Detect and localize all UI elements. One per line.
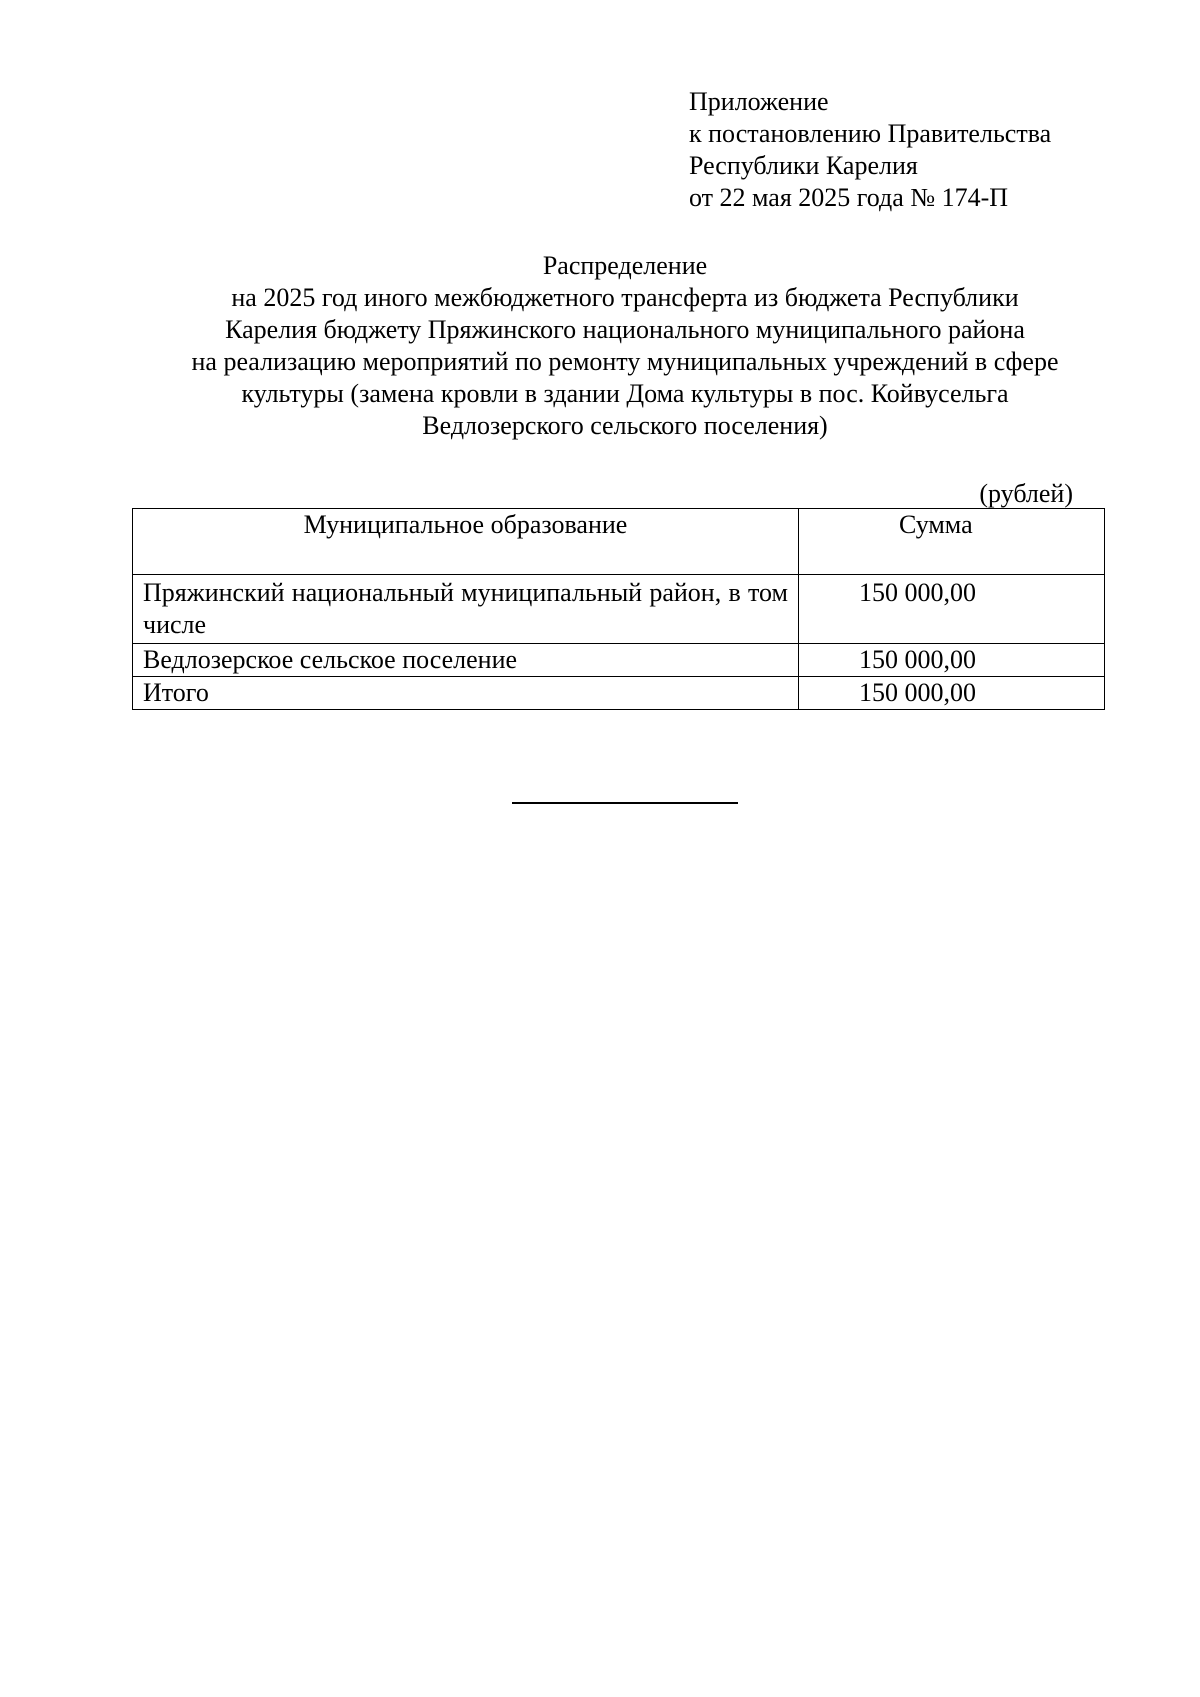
title-heading: Распределение: [542, 251, 708, 280]
title-line: на 2025 год иного межбюджетного трансферта из бюджета Республики: [231, 283, 1019, 312]
title-line: Ведлозерского сельского поселения): [422, 411, 828, 440]
table-row: [133, 677, 1105, 710]
row-total-sum: 150 000,00: [799, 677, 1105, 710]
header-municipality: Муниципальное образование: [133, 509, 799, 575]
table-row: [133, 644, 1105, 677]
title-line: культуры (замена кровли в здании Дома культуры в пос. Койвусельга: [241, 379, 1009, 408]
row-municipality-name: Ведлозерское сельское поселение: [133, 644, 799, 677]
appendix-header: [689, 86, 1051, 214]
document-title: [120, 250, 1130, 442]
table-row: [133, 575, 1105, 644]
appendix-resolution-line: к постановлению Правительства: [689, 119, 1052, 148]
title-line: на реализацию мероприятий по ремонту муниципальных учреждений в сфере: [191, 347, 1059, 376]
row-sum: 150 000,00: [799, 644, 1105, 677]
distribution-table: [132, 508, 1105, 710]
table-header-row: [133, 509, 1105, 575]
title-line: Карелия бюджету Пряжинского национального муниципального района: [225, 315, 1025, 344]
appendix-label: Приложение: [689, 87, 829, 116]
row-total-label: Итого: [133, 677, 799, 710]
row-municipality-name: Пряжинский национальный муниципальный район, в том числе: [133, 575, 799, 644]
row-sum: 150 000,00: [799, 575, 1105, 644]
appendix-date-number: от 22 мая 2025 года № 174-П: [689, 183, 1009, 212]
closing-rule: [512, 802, 738, 804]
units-label: (рублей): [979, 479, 1073, 508]
appendix-republic-line: Республики Карелия: [689, 151, 918, 180]
header-sum: Сумма: [799, 509, 1105, 575]
